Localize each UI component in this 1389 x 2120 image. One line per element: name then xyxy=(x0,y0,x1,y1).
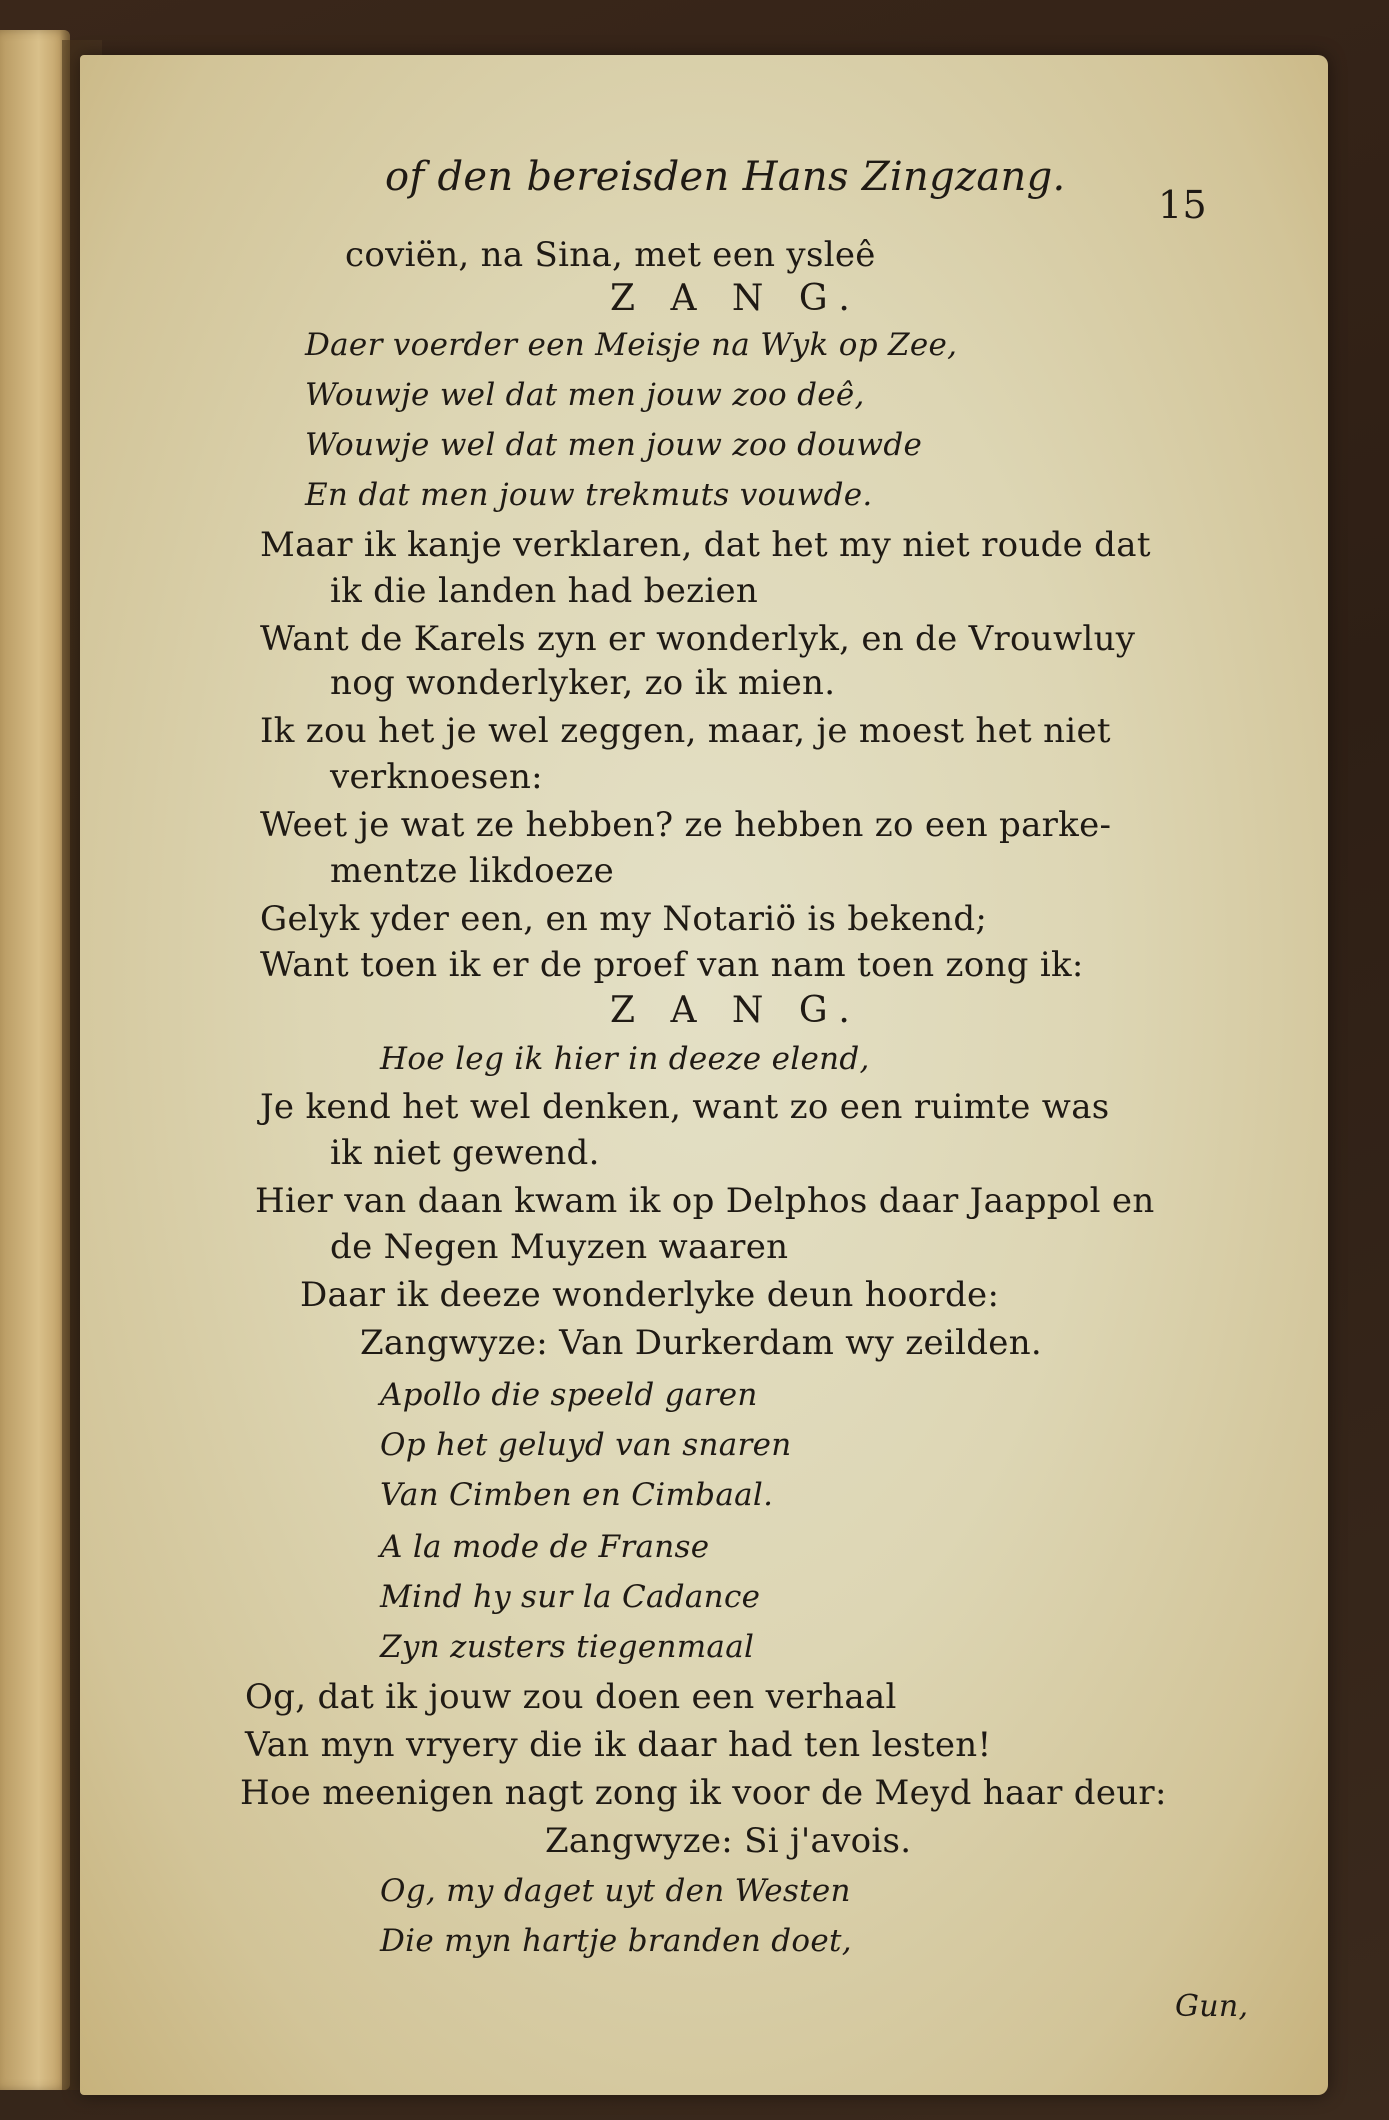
text-line: Og, dat ik jouw zou doen een verhaal xyxy=(245,1677,897,1717)
song-line: Daer voerder een Meisje na Wyk op Zee, xyxy=(305,327,958,363)
text-line: Want toen ik er de proef van nam toen zong ik: xyxy=(260,945,1084,985)
page-number: 15 xyxy=(1158,183,1207,227)
song-line: A la mode de Franse xyxy=(380,1529,710,1565)
text-line: Gelyk yder een, en my Notariö is bekend; xyxy=(260,899,988,939)
song-line: En dat men jouw trekmuts vouwde. xyxy=(305,477,873,513)
melody-indication: Zangwyze: Si j'avois. xyxy=(545,1821,912,1861)
song-line: Wouwje wel dat men jouw zoo douwde xyxy=(305,427,923,463)
text-line: Want de Karels zyn er wonderlyk, en de Vrouwluy xyxy=(260,619,1136,659)
text-line: Hier van daan kwam ik op Delphos daar Jaappol en xyxy=(255,1181,1155,1221)
book-page xyxy=(80,55,1328,2095)
text-line: mentze likdoeze xyxy=(330,851,615,891)
text-line: ik niet gewend. xyxy=(330,1133,600,1173)
text-line: verknoesen: xyxy=(330,757,543,797)
song-line: Van Cimben en Cimbaal. xyxy=(380,1477,774,1513)
song-line: Die myn hartje branden doet, xyxy=(380,1923,852,1959)
song-line: Mind hy sur la Cadance xyxy=(380,1579,761,1615)
song-line: Wouwje wel dat men jouw zoo deê, xyxy=(305,377,865,413)
zang-heading: Z A N G. xyxy=(610,278,862,319)
song-line: Og, my daget uyt den Westen xyxy=(380,1873,851,1909)
text-line: Ik zou het je wel zeggen, maar, je moest het niet xyxy=(260,711,1111,751)
song-line: Zyn zusters tiegenmaal xyxy=(380,1629,755,1665)
song-line: Op het geluyd van snaren xyxy=(380,1427,792,1463)
text-line: de Negen Muyzen waaren xyxy=(330,1227,789,1267)
text-line: coviën, na Sina, met een ysleê xyxy=(345,235,876,275)
song-line: Apollo die speeld garen xyxy=(380,1377,758,1413)
text-line: Daar ik deeze wonderlyke deun hoorde: xyxy=(300,1275,1000,1315)
catchword: Gun, xyxy=(1175,1989,1249,2024)
running-title: of den bereisden Hans Zingzang. xyxy=(385,154,1066,200)
melody-indication: Zangwyze: Van Durkerdam wy zeilden. xyxy=(360,1323,1043,1363)
text-line: Je kend het wel denken, want zo een ruimte was xyxy=(260,1087,1110,1127)
text-line: Van myn vryery die ik daar had ten lesten! xyxy=(245,1725,992,1765)
text-line: nog wonderlyker, zo ik mien. xyxy=(330,663,836,703)
text-line: Hoe meenigen nagt zong ik voor de Meyd haar deur: xyxy=(240,1773,1167,1813)
text-line: Maar ik kanje verklaren, dat het my niet roude dat xyxy=(260,525,1151,565)
song-line: Hoe leg ik hier in deeze elend, xyxy=(380,1041,870,1077)
text-line: Weet je wat ze hebben? ze hebben zo een parke- xyxy=(260,805,1112,845)
text-line: ik die landen had bezien xyxy=(330,571,759,611)
previous-page-edge xyxy=(0,30,70,2090)
zang-heading: Z A N G. xyxy=(610,990,862,1031)
page-text xyxy=(80,55,1328,2095)
